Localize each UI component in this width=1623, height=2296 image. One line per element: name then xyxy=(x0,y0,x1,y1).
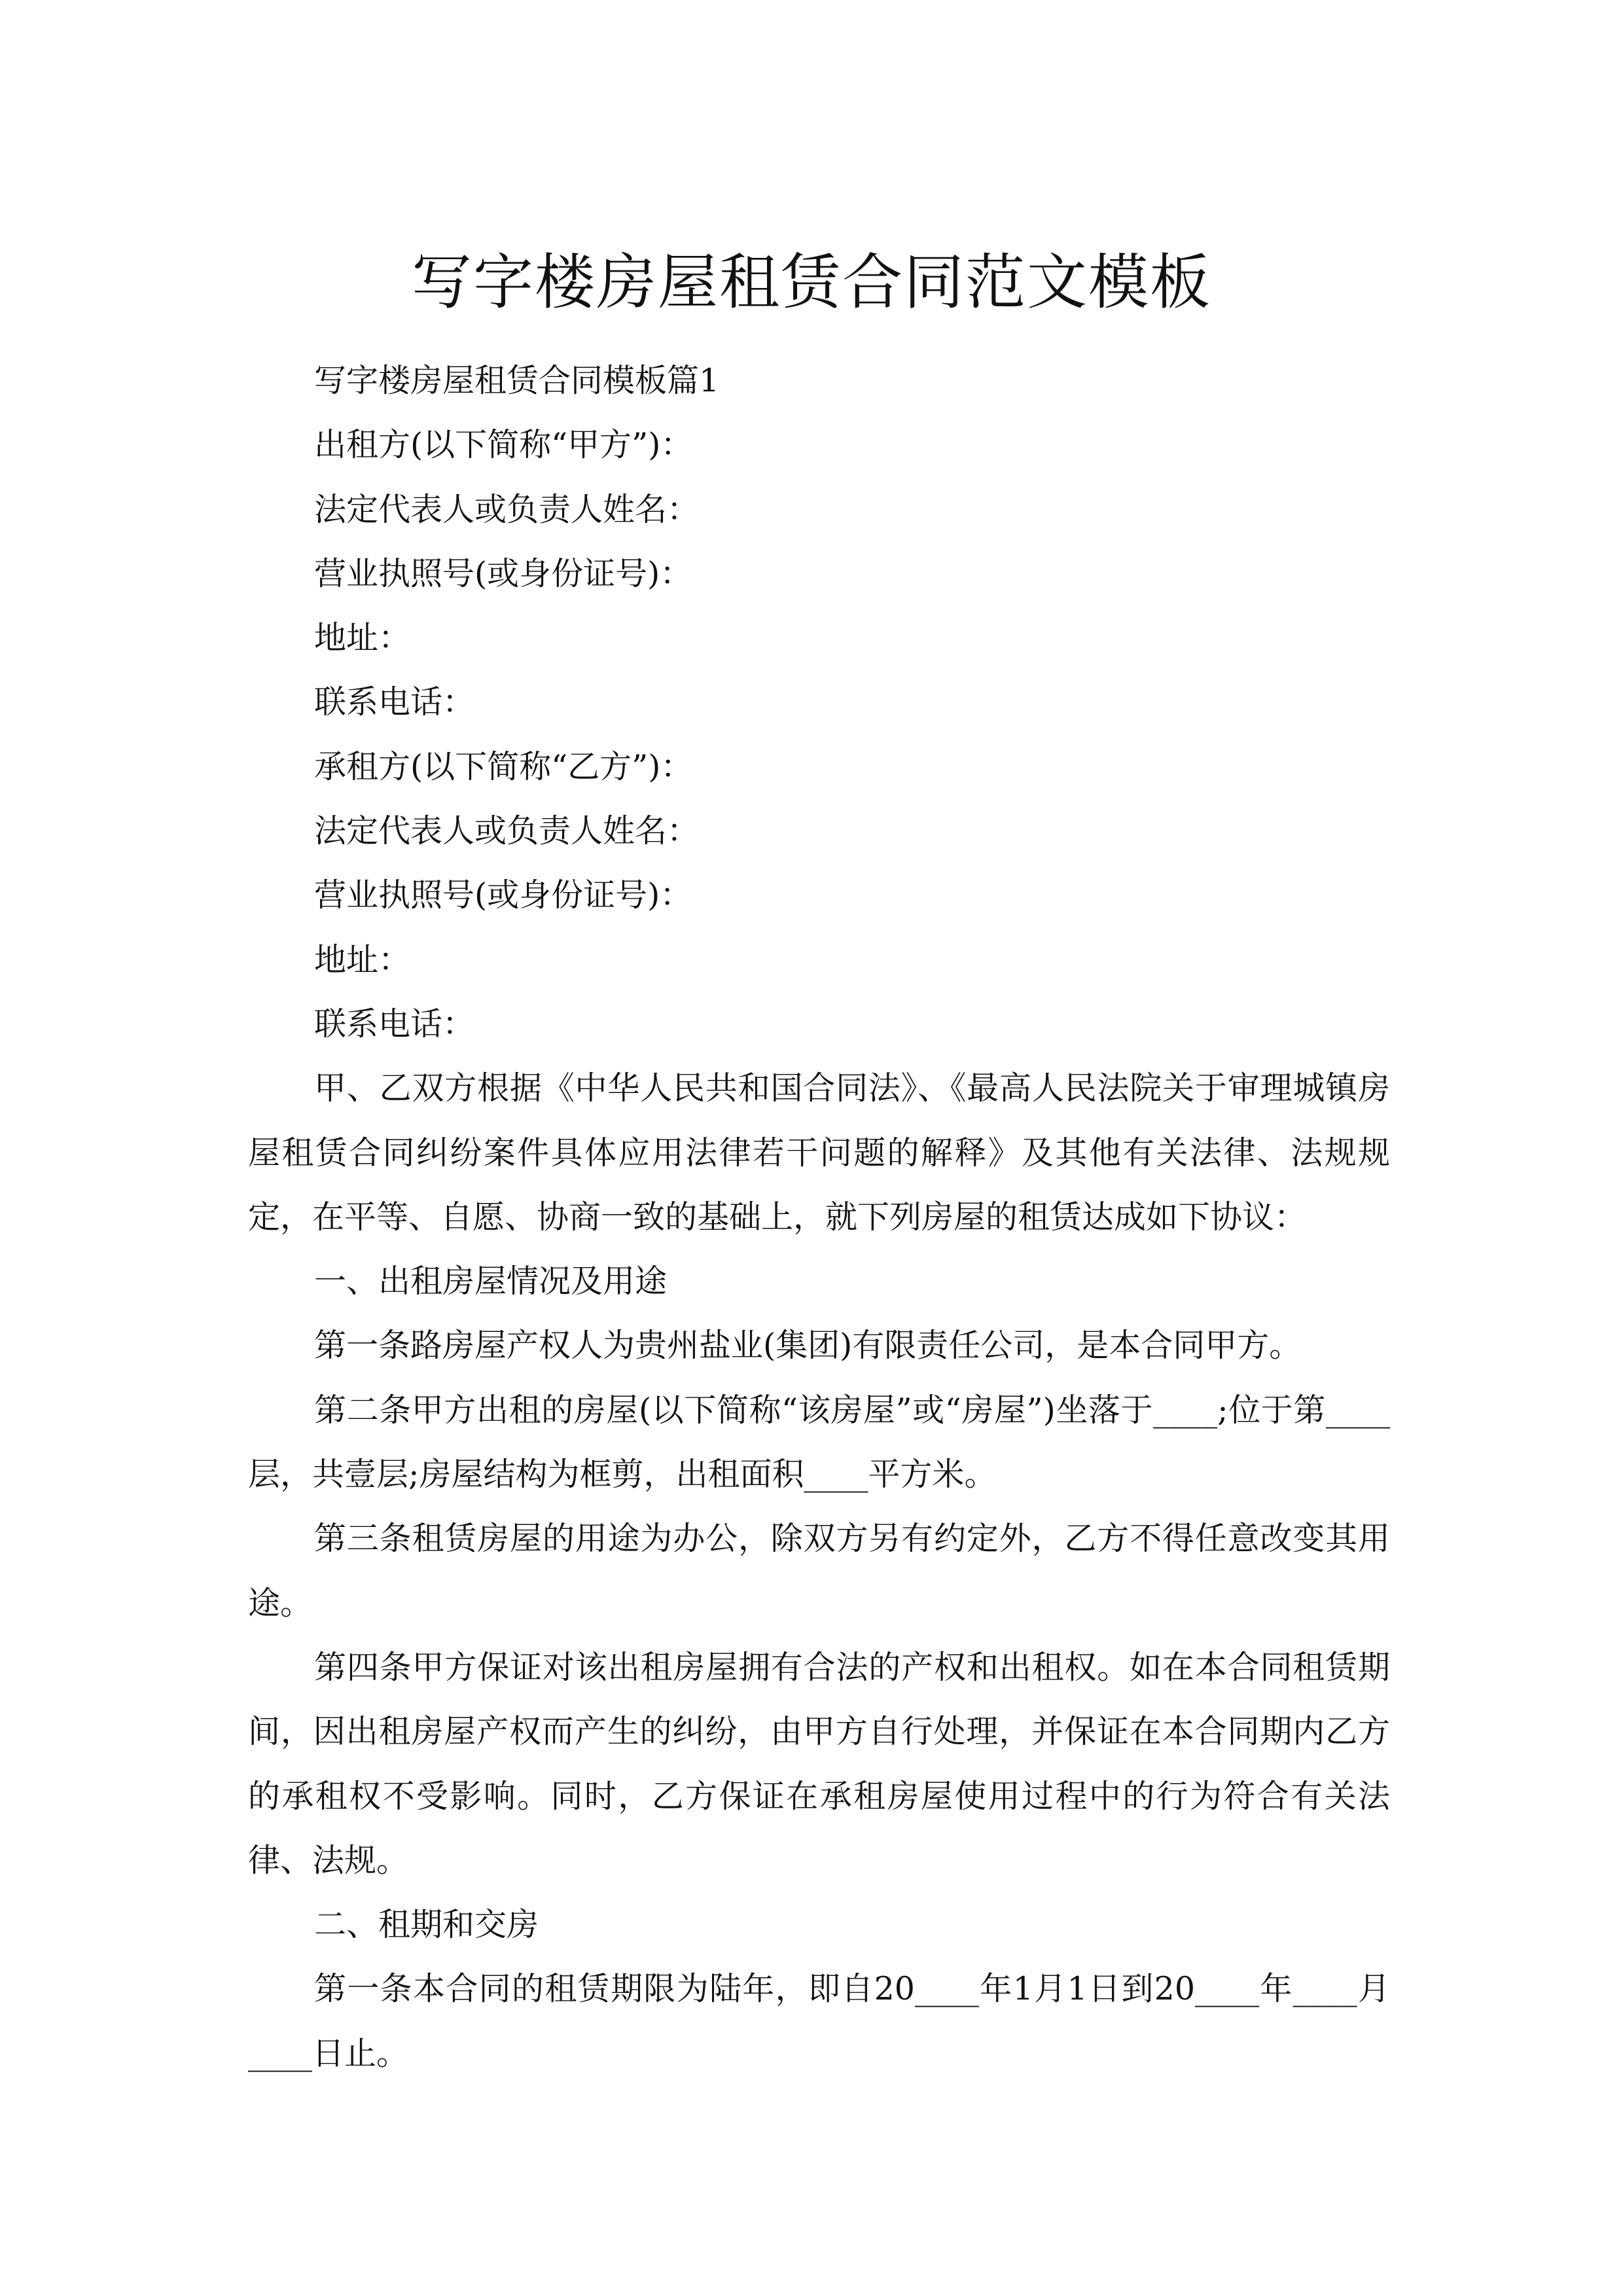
lessee-phone-label: 联系电话： xyxy=(314,1005,475,1043)
chapter-heading-2: 二、租期和交房 xyxy=(314,1906,539,1944)
lessor-phone-label: 联系电话： xyxy=(314,683,475,721)
lessor-address-label: 地址： xyxy=(314,619,411,657)
document-body xyxy=(248,349,1390,2086)
chapter-heading-1: 一、出租房屋情况及用途 xyxy=(314,1263,668,1300)
preamble-paragraph: 甲、乙双方根据《中华人民共和国合同法》、《最高人民法院关于审理城镇房屋租赁合同纠纷案件具体应用法律若干问题的解释》及其他有关法律、法规规定，在平等、自愿、协商一致的基础上，就下列房屋的租赁达成如下协议： xyxy=(248,1069,1390,1236)
article-paragraph: 第三条租赁房屋的用途为办公，除双方另有约定外，乙方不得任意改变其用途。 xyxy=(248,1520,1390,1622)
article-paragraph: 第四条甲方保证对该出租房屋拥有合法的产权和出租权。如在本合同租赁期间，因出租房屋产权而产生的纠纷，由甲方自行处理，并保证在本合同期内乙方的承租权不受影响。同时，乙方保证在承租房屋使用过程中的行为符合有关法律、法规。 xyxy=(248,1648,1390,1879)
lessee-license-label: 营业执照号(或身份证号)： xyxy=(314,876,692,914)
document-title: 写字楼房屋租赁合同范文模板 xyxy=(411,247,1211,317)
lessee-representative-label: 法定代表人或负责人姓名： xyxy=(314,812,700,850)
article-paragraph: 第二条甲方出租的房屋(以下简称“该房屋”或“房屋”)坐落于____;位于第____层，共壹层;房屋结构为框剪，出租面积____平方米。 xyxy=(248,1391,1390,1494)
article-paragraph: 第一条路房屋产权人为贵州盐业(集团)有限责任公司，是本合同甲方。 xyxy=(314,1327,1302,1365)
lessee-label: 承租方(以下简称“乙方”)： xyxy=(314,747,693,785)
lessor-label: 出租方(以下简称“甲方”)： xyxy=(314,426,693,464)
article-paragraph: 第一条本合同的租赁期限为陆年，即自20____年1月1日到20____年____月____日止。 xyxy=(248,1970,1390,2072)
lessor-representative-label: 法定代表人或负责人姓名： xyxy=(314,490,700,528)
section-heading: 写字楼房屋租赁合同模板篇1 xyxy=(314,362,720,399)
lessor-license-label: 营业执照号(或身份证号)： xyxy=(314,554,692,592)
lessee-address-label: 地址： xyxy=(314,941,411,978)
